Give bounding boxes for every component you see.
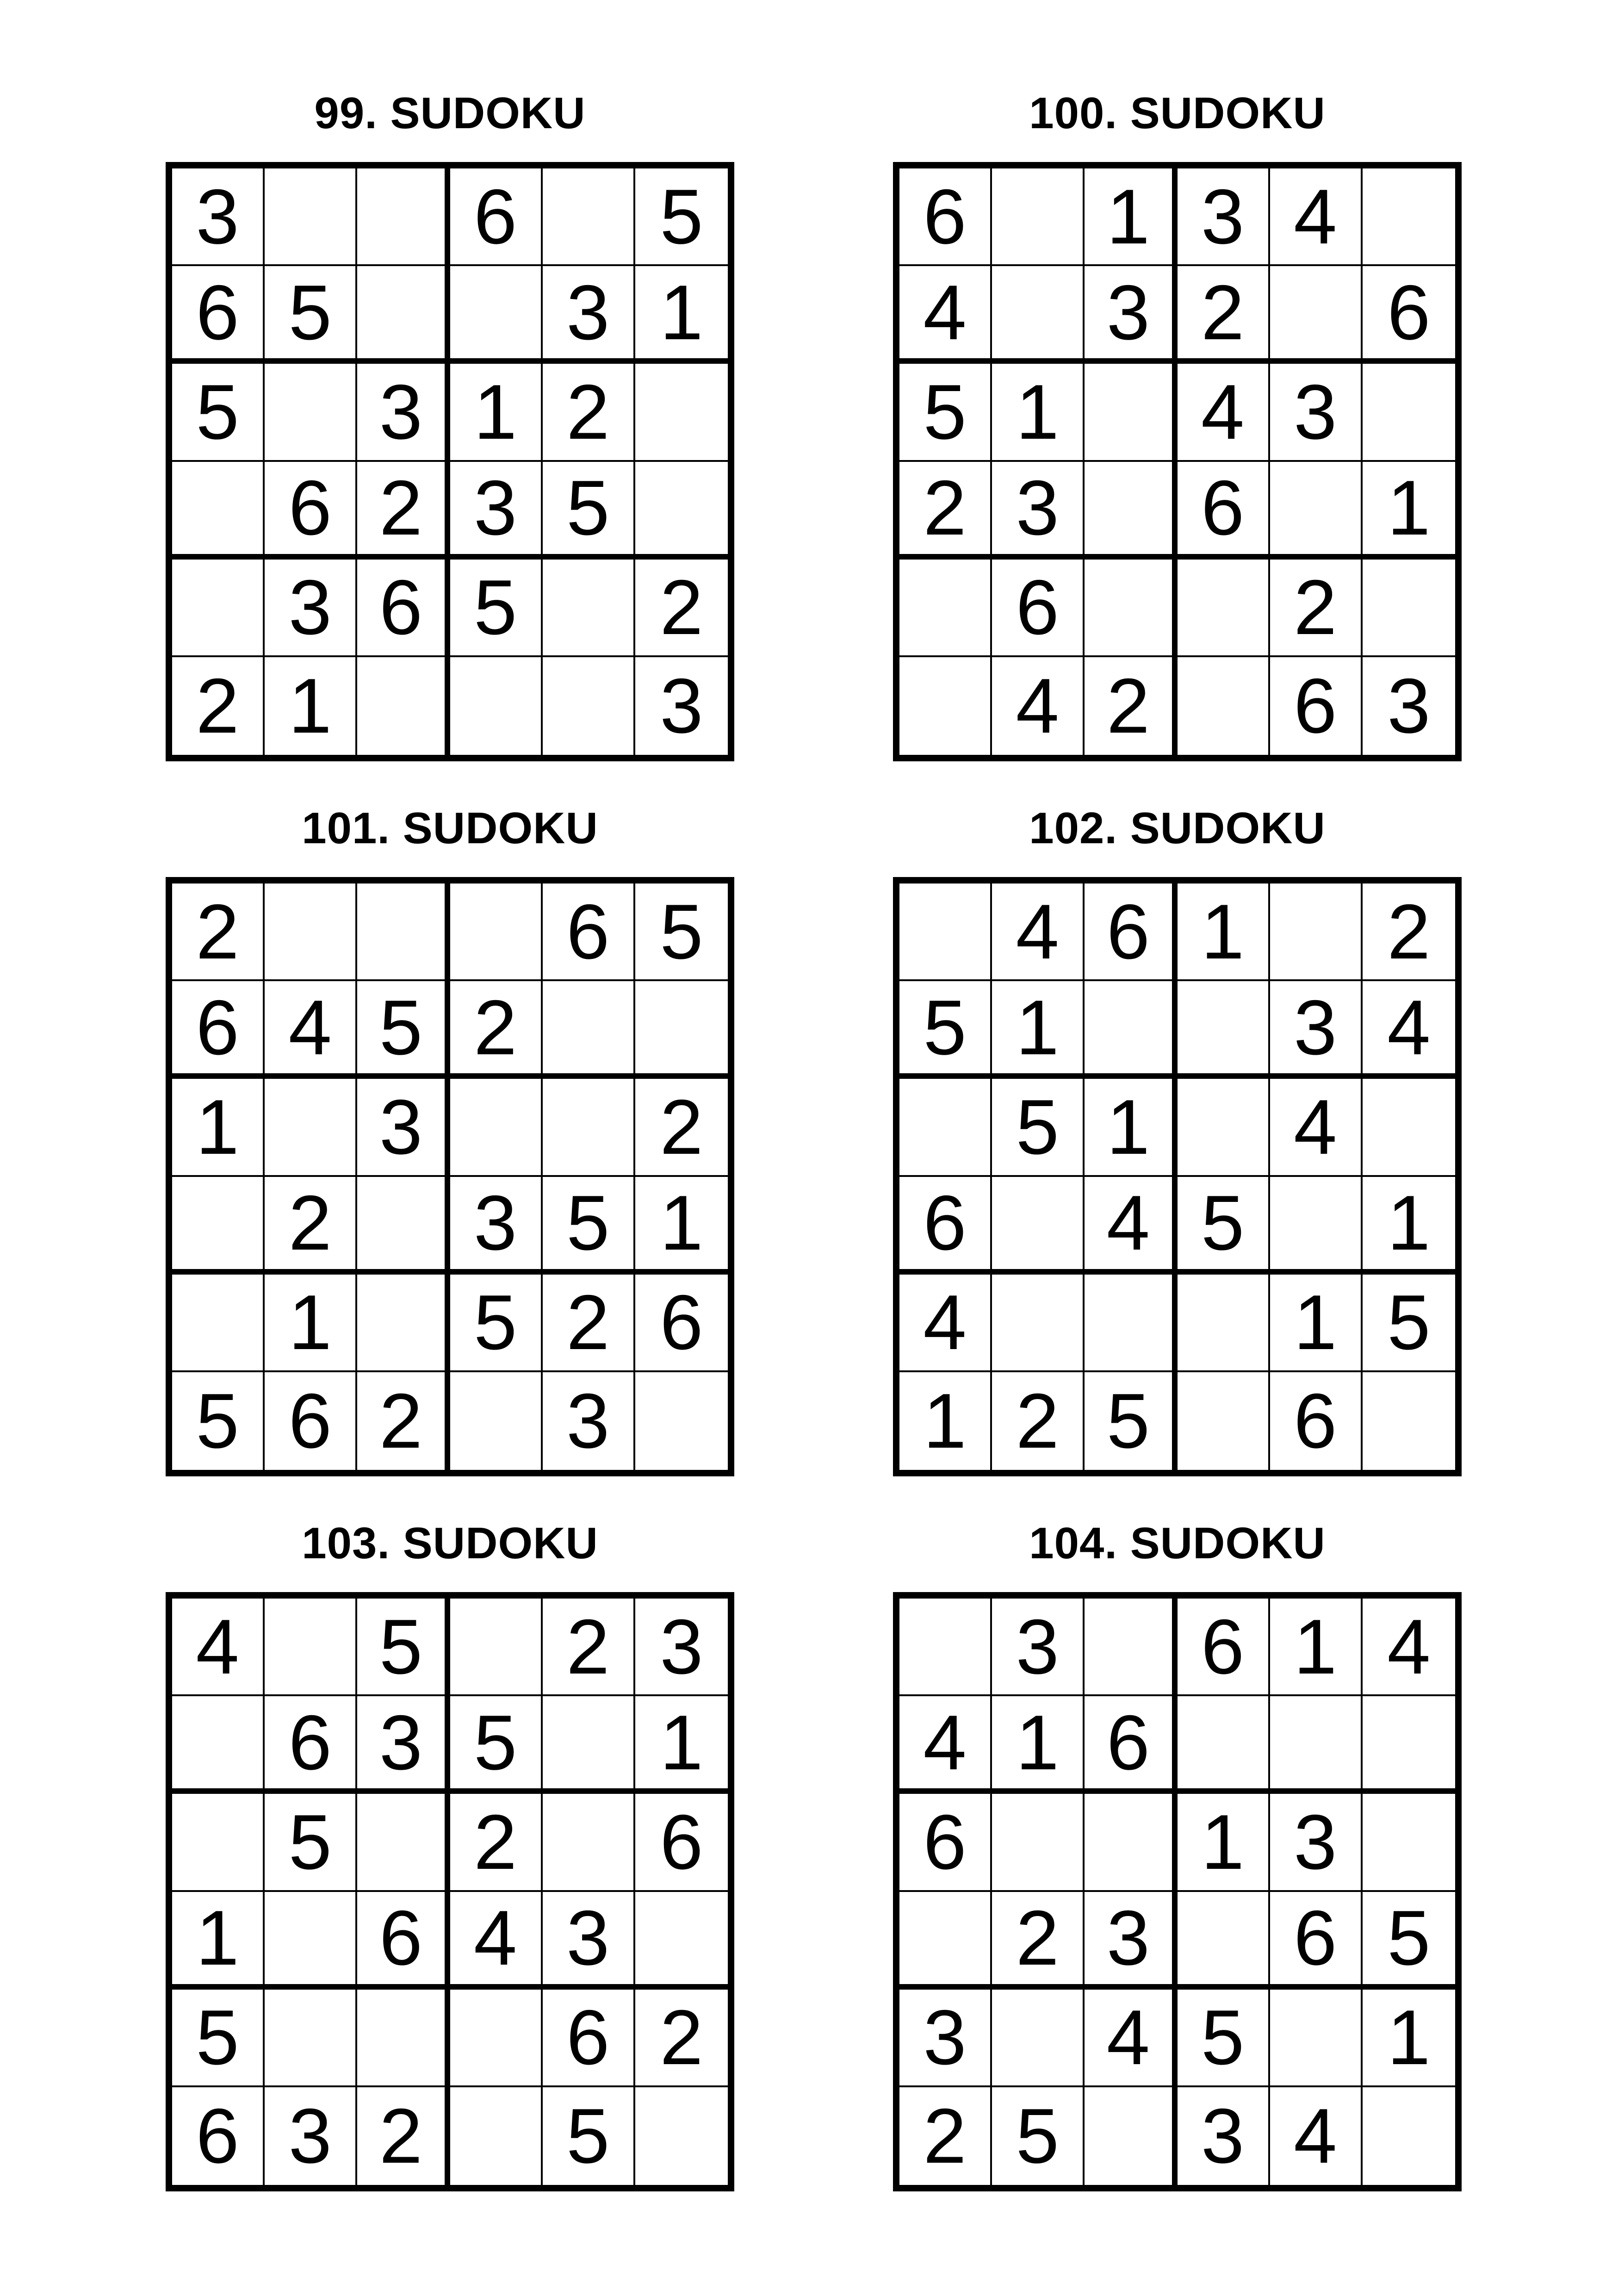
grid-cell[interactable] xyxy=(357,1177,450,1275)
grid-cell[interactable] xyxy=(635,1892,728,1990)
grid-cell: 5 xyxy=(357,1599,450,1696)
grid-cell: 1 xyxy=(1270,1275,1363,1372)
grid-cell: 6 xyxy=(1085,1696,1177,1794)
grid-cell[interactable] xyxy=(899,1599,992,1696)
grid-cell[interactable] xyxy=(899,560,992,657)
grid-cell: 2 xyxy=(543,1599,635,1696)
grid-cell: 2 xyxy=(357,462,450,560)
grid-cell[interactable] xyxy=(172,560,265,657)
grid-cell: 6 xyxy=(265,462,357,560)
sudoku-puzzle-102 xyxy=(893,801,1462,1476)
grid-cell[interactable] xyxy=(1363,364,1455,461)
grid-cell: 1 xyxy=(635,1177,728,1275)
grid-cell: 2 xyxy=(635,560,728,657)
grid-cell: 5 xyxy=(1178,1990,1270,2087)
grid-cell[interactable] xyxy=(899,884,992,981)
grid-cell: 2 xyxy=(543,364,635,461)
grid-cell: 2 xyxy=(899,2087,992,2185)
grid-cell[interactable] xyxy=(265,168,357,266)
grid-cell[interactable] xyxy=(265,364,357,461)
grid-cell: 4 xyxy=(1085,1177,1177,1275)
grid-cell[interactable] xyxy=(1270,884,1363,981)
grid-cell: 3 xyxy=(635,1599,728,1696)
grid-cell[interactable] xyxy=(172,1177,265,1275)
grid-cell[interactable] xyxy=(450,2087,543,2185)
grid-cell: 5 xyxy=(172,1372,265,1470)
grid-cell: 6 xyxy=(543,884,635,981)
grid-cell: 2 xyxy=(450,981,543,1079)
grid-cell[interactable] xyxy=(172,1696,265,1794)
grid-cell: 5 xyxy=(635,884,728,981)
grid-cell: 6 xyxy=(357,1892,450,1990)
grid-cell: 1 xyxy=(1270,1599,1363,1696)
grid-cell[interactable] xyxy=(1363,1794,1455,1892)
grid-cell: 6 xyxy=(1178,462,1270,560)
grid-cell: 2 xyxy=(992,1372,1085,1470)
grid-cell: 3 xyxy=(265,2087,357,2185)
grid-cell: 6 xyxy=(172,2087,265,2185)
grid-cell: 6 xyxy=(543,1990,635,2087)
grid-cell[interactable] xyxy=(992,1794,1085,1892)
grid-cell[interactable] xyxy=(992,1177,1085,1275)
grid-cell: 3 xyxy=(1085,1892,1177,1990)
puzzle-title: 101. SUDOKU xyxy=(302,803,598,853)
grid-cell: 1 xyxy=(1363,462,1455,560)
grid-cell: 3 xyxy=(543,266,635,364)
grid-cell: 5 xyxy=(899,364,992,461)
grid-cell: 3 xyxy=(1085,266,1177,364)
grid-cell: 3 xyxy=(357,1079,450,1176)
grid-cell[interactable] xyxy=(543,1079,635,1176)
grid-cell: 5 xyxy=(635,168,728,266)
grid-cell[interactable] xyxy=(635,1372,728,1470)
grid-cell: 4 xyxy=(172,1599,265,1696)
grid-cell: 5 xyxy=(1363,1892,1455,1990)
grid-cell: 6 xyxy=(172,266,265,364)
grid-cell: 3 xyxy=(660,662,703,750)
grid-cell: 6 xyxy=(1178,1599,1270,1696)
grid-cell: 4 xyxy=(450,1892,543,1990)
grid-cell: 1 xyxy=(172,1892,265,1990)
grid-cell[interactable] xyxy=(265,1892,357,1990)
grid-cell: 1 xyxy=(172,1079,265,1176)
grid-cell: 5 xyxy=(992,1079,1085,1176)
grid-cell[interactable] xyxy=(1178,981,1270,1079)
grid-cell[interactable] xyxy=(635,2087,728,2185)
grid-cell: 1 xyxy=(1363,1177,1455,1275)
grid-cell: 4 xyxy=(899,266,992,364)
grid-cell[interactable] xyxy=(357,168,450,266)
grid-cell[interactable] xyxy=(635,364,728,461)
grid-cell: 4 xyxy=(899,1696,992,1794)
grid-cell[interactable] xyxy=(1270,1990,1363,2087)
sudoku-puzzle-103 xyxy=(166,1516,734,2191)
grid-cell[interactable] xyxy=(357,1794,450,1892)
grid-cell: 2 xyxy=(1178,266,1270,364)
grid-cell: 4 xyxy=(1270,168,1363,266)
puzzle-title: 100. SUDOKU xyxy=(1029,88,1326,138)
grid-cell[interactable] xyxy=(899,1079,992,1176)
grid-cell[interactable] xyxy=(450,657,543,755)
grid-cell[interactable] xyxy=(172,1794,265,1892)
grid-cell: 1 xyxy=(992,364,1085,461)
grid-cell[interactable] xyxy=(357,1275,450,1372)
sudoku-grid xyxy=(893,877,1462,1476)
grid-cell[interactable] xyxy=(1178,1372,1270,1470)
grid-cell: 2 xyxy=(357,2087,450,2185)
sudoku-grid xyxy=(893,162,1462,761)
grid-cell: 3 xyxy=(992,462,1085,560)
grid-cell: 4 xyxy=(265,981,357,1079)
grid-cell: 6 xyxy=(899,1177,992,1275)
grid-cell[interactable] xyxy=(1085,364,1177,461)
grid-cell: 4 xyxy=(992,657,1085,755)
grid-cell: 2 xyxy=(992,1892,1085,1990)
puzzle-title: 104. SUDOKU xyxy=(1029,1518,1326,1568)
grid-cell: 2 xyxy=(635,1079,728,1176)
grid-cell[interactable] xyxy=(899,1892,992,1990)
grid-cell[interactable] xyxy=(172,462,265,560)
sudoku-puzzle-100 xyxy=(893,86,1462,761)
grid-cell: 2 xyxy=(543,1275,635,1372)
grid-cell: 4 xyxy=(992,884,1085,981)
grid-cell: 4 xyxy=(899,1275,992,1372)
grid-cell: 6 xyxy=(1085,884,1177,981)
grid-cell: 3 xyxy=(357,364,450,461)
grid-cell: 1 xyxy=(1178,884,1270,981)
grid-cell: 1 xyxy=(992,981,1085,1079)
grid-cell: 3 xyxy=(1270,364,1363,461)
grid-cell: 1 xyxy=(899,1372,992,1470)
grid-cell[interactable] xyxy=(543,560,635,657)
sudoku-puzzle-101 xyxy=(166,801,734,1476)
puzzle-title: 103. SUDOKU xyxy=(302,1518,598,1568)
grid-cell[interactable] xyxy=(543,1696,635,1794)
sudoku-grid xyxy=(893,1592,1462,2191)
grid-cell[interactable] xyxy=(543,168,635,266)
grid-cell[interactable] xyxy=(1178,1079,1270,1176)
grid-cell: 1 xyxy=(265,657,357,755)
grid-cell: 6 xyxy=(992,560,1085,657)
grid-cell: 5 xyxy=(265,266,357,364)
grid-cell: 3 xyxy=(543,1372,635,1470)
grid-cell: 6 xyxy=(1363,266,1455,364)
grid-cell: 1 xyxy=(635,266,728,364)
grid-cell[interactable] xyxy=(357,266,450,364)
grid-cell[interactable] xyxy=(543,657,635,755)
grid-cell[interactable] xyxy=(992,1275,1085,1372)
grid-cell: 3 xyxy=(450,1177,543,1275)
grid-cell: 2 xyxy=(1270,560,1363,657)
grid-cell[interactable] xyxy=(357,1990,450,2087)
grid-cell[interactable] xyxy=(450,1599,543,1696)
grid-cell: 3 xyxy=(1178,2087,1270,2185)
puzzle-title: 99. SUDOKU xyxy=(314,88,586,138)
grid-cell[interactable] xyxy=(1270,266,1363,364)
grid-cell[interactable] xyxy=(265,1079,357,1176)
grid-cell[interactable] xyxy=(1270,462,1363,560)
grid-cell: 5 xyxy=(1178,1177,1270,1275)
puzzle-title: 102. SUDOKU xyxy=(1029,803,1326,853)
grid-cell: 6 xyxy=(265,1696,357,1794)
grid-cell: 5 xyxy=(172,364,265,461)
grid-cell: 3 xyxy=(265,560,357,657)
sudoku-grid xyxy=(166,1592,734,2191)
grid-cell: 6 xyxy=(1270,1892,1363,1990)
grid-cell: 5 xyxy=(450,560,543,657)
grid-cell: 1 xyxy=(1178,1794,1270,1892)
grid-cell: 5 xyxy=(1085,1372,1177,1470)
grid-cell[interactable] xyxy=(543,1794,635,1892)
grid-cell: 2 xyxy=(265,1177,357,1275)
grid-cell: 4 xyxy=(1085,1990,1177,2087)
grid-cell: 4 xyxy=(1270,1079,1363,1176)
grid-cell: 1 xyxy=(450,364,543,461)
grid-cell: 2 xyxy=(635,1990,728,2087)
grid-cell: 5 xyxy=(450,1275,543,1372)
grid-cell[interactable] xyxy=(1085,1794,1177,1892)
grid-cell: 1 xyxy=(1363,1990,1455,2087)
grid-cell[interactable] xyxy=(1363,1696,1455,1794)
grid-cell: 3 xyxy=(1270,1794,1363,1892)
grid-cell: 2 xyxy=(1085,657,1177,755)
grid-cell[interactable] xyxy=(1085,2087,1177,2185)
grid-cell[interactable] xyxy=(265,1990,357,2087)
grid-cell[interactable] xyxy=(1085,1275,1177,1372)
grid-cell: 5 xyxy=(172,1990,265,2087)
grid-cell: 1 xyxy=(1085,168,1177,266)
grid-cell: 3 xyxy=(450,462,543,560)
grid-cell[interactable] xyxy=(992,168,1085,266)
grid-cell: 5 xyxy=(543,462,635,560)
grid-cell[interactable] xyxy=(265,1599,357,1696)
grid-cell[interactable] xyxy=(635,462,728,560)
grid-cell[interactable] xyxy=(357,657,450,755)
grid-cell[interactable] xyxy=(1178,657,1270,755)
grid-cell[interactable] xyxy=(992,266,1085,364)
grid-cell: 3 xyxy=(543,1892,635,1990)
grid-cell: 5 xyxy=(992,2087,1085,2185)
grid-cell[interactable] xyxy=(1178,1696,1270,1794)
grid-cell[interactable] xyxy=(1363,168,1455,266)
grid-cell: 2 xyxy=(172,657,265,755)
grid-cell: 6 xyxy=(899,1794,992,1892)
grid-cell: 6 xyxy=(1270,657,1363,755)
grid-cell: 6 xyxy=(635,1794,728,1892)
grid-cell[interactable] xyxy=(543,981,635,1079)
grid-cell[interactable] xyxy=(992,1990,1085,2087)
grid-cell[interactable] xyxy=(1085,1599,1177,1696)
sudoku-puzzle-99 xyxy=(166,86,734,761)
grid-cell: 6 xyxy=(899,168,992,266)
grid-cell: 3 xyxy=(1178,168,1270,266)
grid-cell: 3 xyxy=(357,1696,450,1794)
grid-cell: 4 xyxy=(1178,364,1270,461)
grid-cell: 5 xyxy=(1363,1275,1455,1372)
grid-cell: 5 xyxy=(357,981,450,1079)
grid-cell[interactable] xyxy=(1085,462,1177,560)
grid-cell: 6 xyxy=(450,168,543,266)
grid-cell[interactable] xyxy=(1178,1275,1270,1372)
grid-cell: 2 xyxy=(357,1372,450,1470)
grid-cell[interactable] xyxy=(1270,1177,1363,1275)
grid-cell[interactable] xyxy=(1270,1696,1363,1794)
sudoku-grid xyxy=(166,877,734,1476)
grid-cell[interactable] xyxy=(899,657,992,755)
grid-cell: 3 xyxy=(172,168,265,266)
grid-cell: 2 xyxy=(899,462,992,560)
grid-cell: 1 xyxy=(992,1696,1085,1794)
grid-cell: 3 xyxy=(899,1990,992,2087)
grid-cell: 1 xyxy=(635,1696,728,1794)
grid-cell[interactable] xyxy=(1363,1079,1455,1176)
grid-cell: 5 xyxy=(543,2087,635,2185)
grid-cell: 2 xyxy=(450,1794,543,1892)
grid-cell[interactable] xyxy=(265,884,357,981)
grid-cell[interactable] xyxy=(450,1990,543,2087)
grid-cell: 5 xyxy=(450,1696,543,1794)
grid-cell: 5 xyxy=(265,1794,357,1892)
grid-cell[interactable] xyxy=(1085,981,1177,1079)
grid-cell: 3 xyxy=(1387,662,1431,750)
grid-cell[interactable] xyxy=(450,884,543,981)
grid-cell: 6 xyxy=(357,560,450,657)
grid-cell: 6 xyxy=(1270,1372,1363,1470)
grid-cell: 2 xyxy=(172,884,265,981)
grid-cell: 5 xyxy=(543,1177,635,1275)
grid-cell[interactable] xyxy=(1178,1892,1270,1990)
grid-cell: 1 xyxy=(1085,1079,1177,1176)
grid-cell: 3 xyxy=(1270,981,1363,1079)
grid-cell[interactable] xyxy=(450,1079,543,1176)
grid-cell: 1 xyxy=(265,1275,357,1372)
grid-cell[interactable] xyxy=(1363,560,1455,657)
grid-cell: 2 xyxy=(1363,884,1455,981)
grid-cell[interactable] xyxy=(450,1372,543,1470)
grid-cell: 3 xyxy=(992,1599,1085,1696)
grid-cell: 6 xyxy=(172,981,265,1079)
grid-cell: 6 xyxy=(265,1372,357,1470)
grid-cell[interactable] xyxy=(635,981,728,1079)
grid-cell: 6 xyxy=(635,1275,728,1372)
grid-cell: 4 xyxy=(1270,2087,1363,2185)
grid-cell[interactable] xyxy=(1085,560,1177,657)
grid-cell[interactable] xyxy=(357,884,450,981)
grid-cell: 5 xyxy=(899,981,992,1079)
grid-cell: 4 xyxy=(1363,981,1455,1079)
sudoku-puzzle-104 xyxy=(893,1516,1462,2191)
grid-cell[interactable] xyxy=(1363,1372,1455,1470)
sudoku-grid xyxy=(166,162,734,761)
grid-cell[interactable] xyxy=(450,266,543,364)
grid-cell[interactable] xyxy=(1363,2087,1455,2185)
grid-cell[interactable] xyxy=(172,1275,265,1372)
grid-cell[interactable] xyxy=(1178,560,1270,657)
grid-cell: 4 xyxy=(1363,1599,1455,1696)
